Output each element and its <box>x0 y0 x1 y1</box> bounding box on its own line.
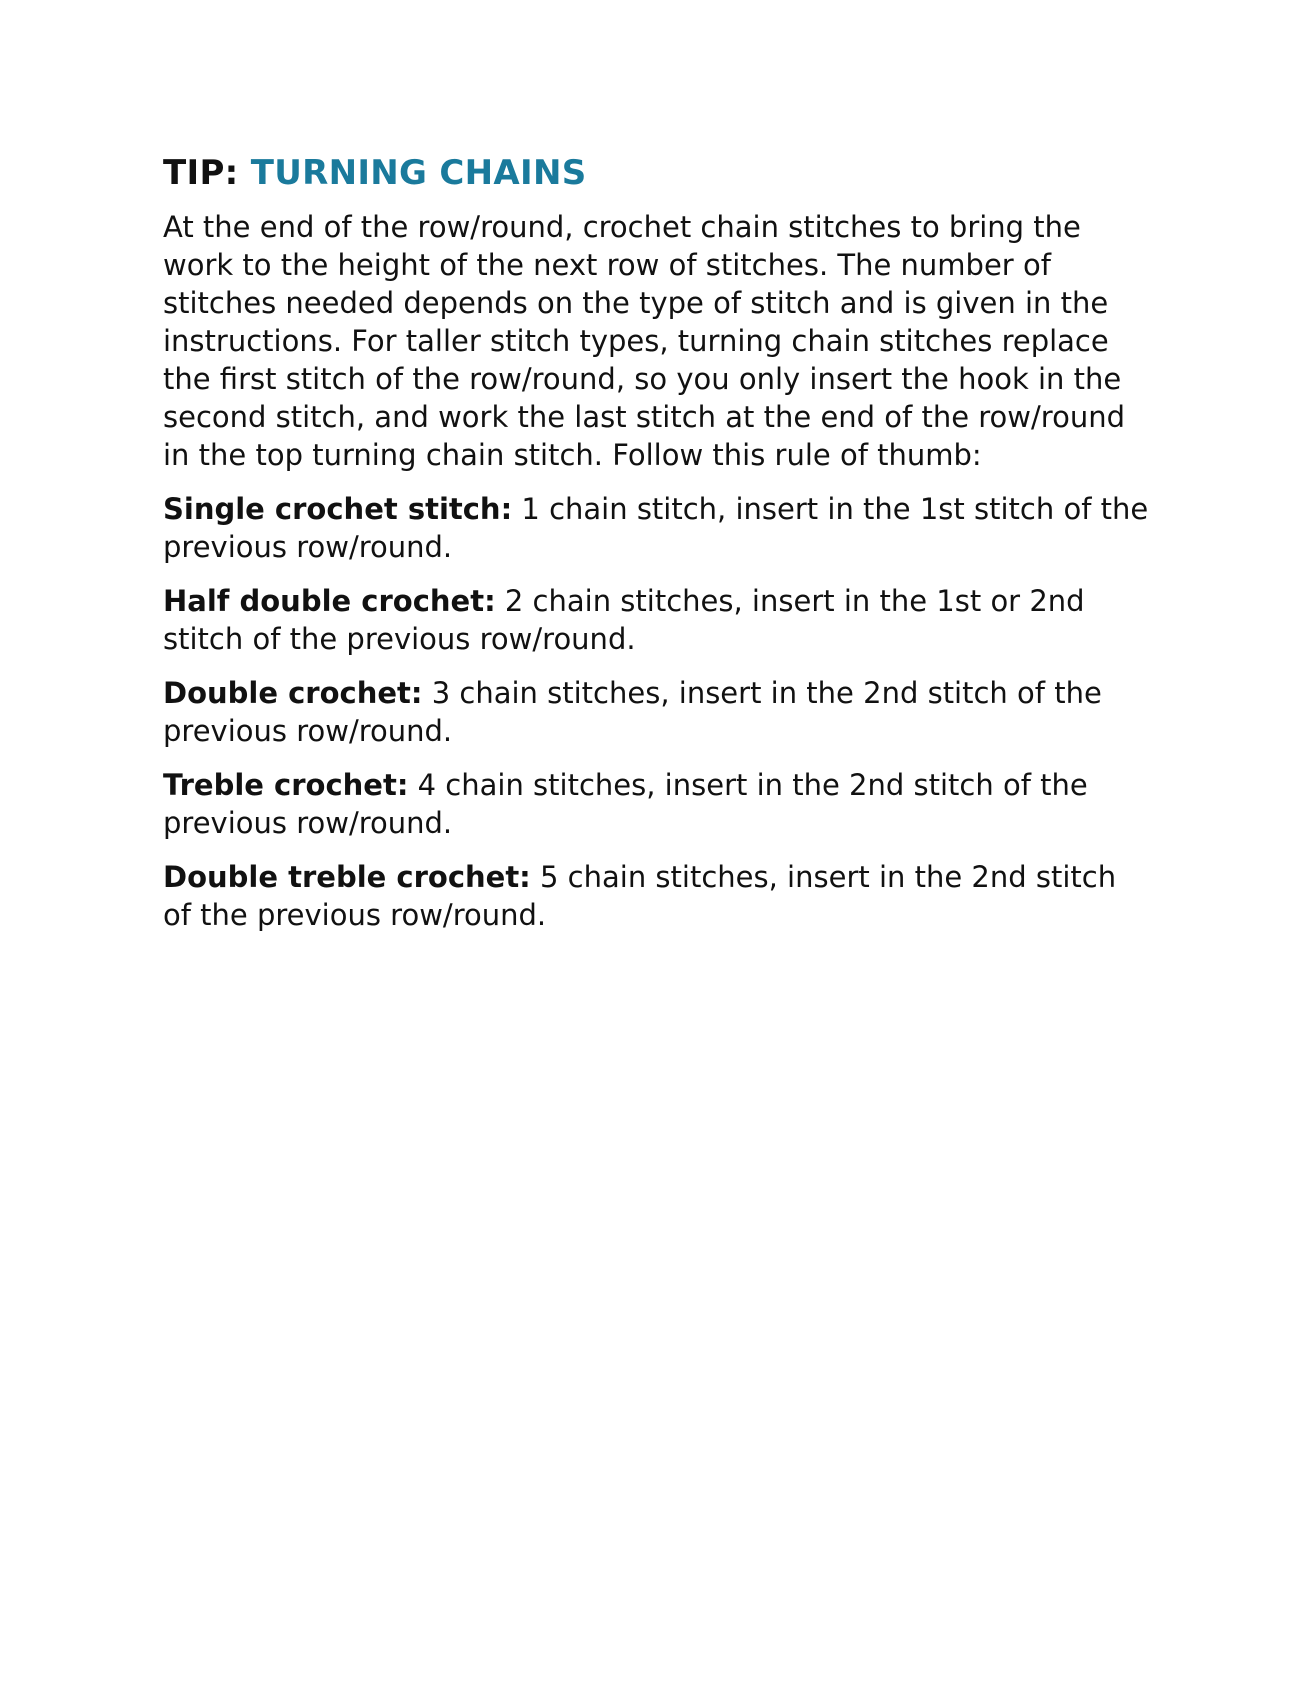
stitch-description: 1 chain stitch, insert in the 1st stitch of the previous row/round. <box>163 492 1149 564</box>
stitch-description: 4 chain stitches, insert in the 2nd stitch of the previous row/round. <box>163 768 1088 840</box>
stitch-term: Single crochet stitch: <box>163 492 513 526</box>
stitch-rule-treble-crochet <box>163 766 1153 842</box>
intro-paragraph: At the end of the row/round, crochet chain stitches to bring the work to the height of the next row of stitches. The number of stitches needed depends on the type of stitch and is given in the instructions. For taller stitch types, turning chain stitches replace the first stitch of the row/round, so you only insert the hook in the second stitch, and work the last stitch at the end of the row/round in the top turning chain stitch. Follow this rule of thumb: <box>163 210 1125 472</box>
stitch-term: Double crochet: <box>163 676 423 710</box>
stitch-term: Double treble crochet: <box>163 860 531 894</box>
stitch-description: 3 chain stitches, insert in the 2nd stitch of the previous row/round. <box>163 676 1102 748</box>
stitch-rule-half-double-crochet <box>163 582 1153 658</box>
stitch-rule-single-crochet <box>163 490 1153 566</box>
stitch-rule-double-treble-crochet <box>163 858 1153 934</box>
tip-title: TURNING CHAINS <box>250 153 587 193</box>
stitch-rule-double-crochet <box>163 674 1153 750</box>
stitch-description: 2 chain stitches, insert in the 1st or 2nd stitch of the previous row/round. <box>163 584 1085 656</box>
stitch-term: Treble crochet: <box>163 768 409 802</box>
stitch-description: 5 chain stitches, insert in the 2nd stitch of the previous row/round. <box>163 860 1117 932</box>
stitch-term: Half double crochet: <box>163 584 496 618</box>
tip-prefix: TIP: <box>163 153 239 193</box>
tip-heading <box>163 150 1153 196</box>
document-page <box>163 150 1153 950</box>
